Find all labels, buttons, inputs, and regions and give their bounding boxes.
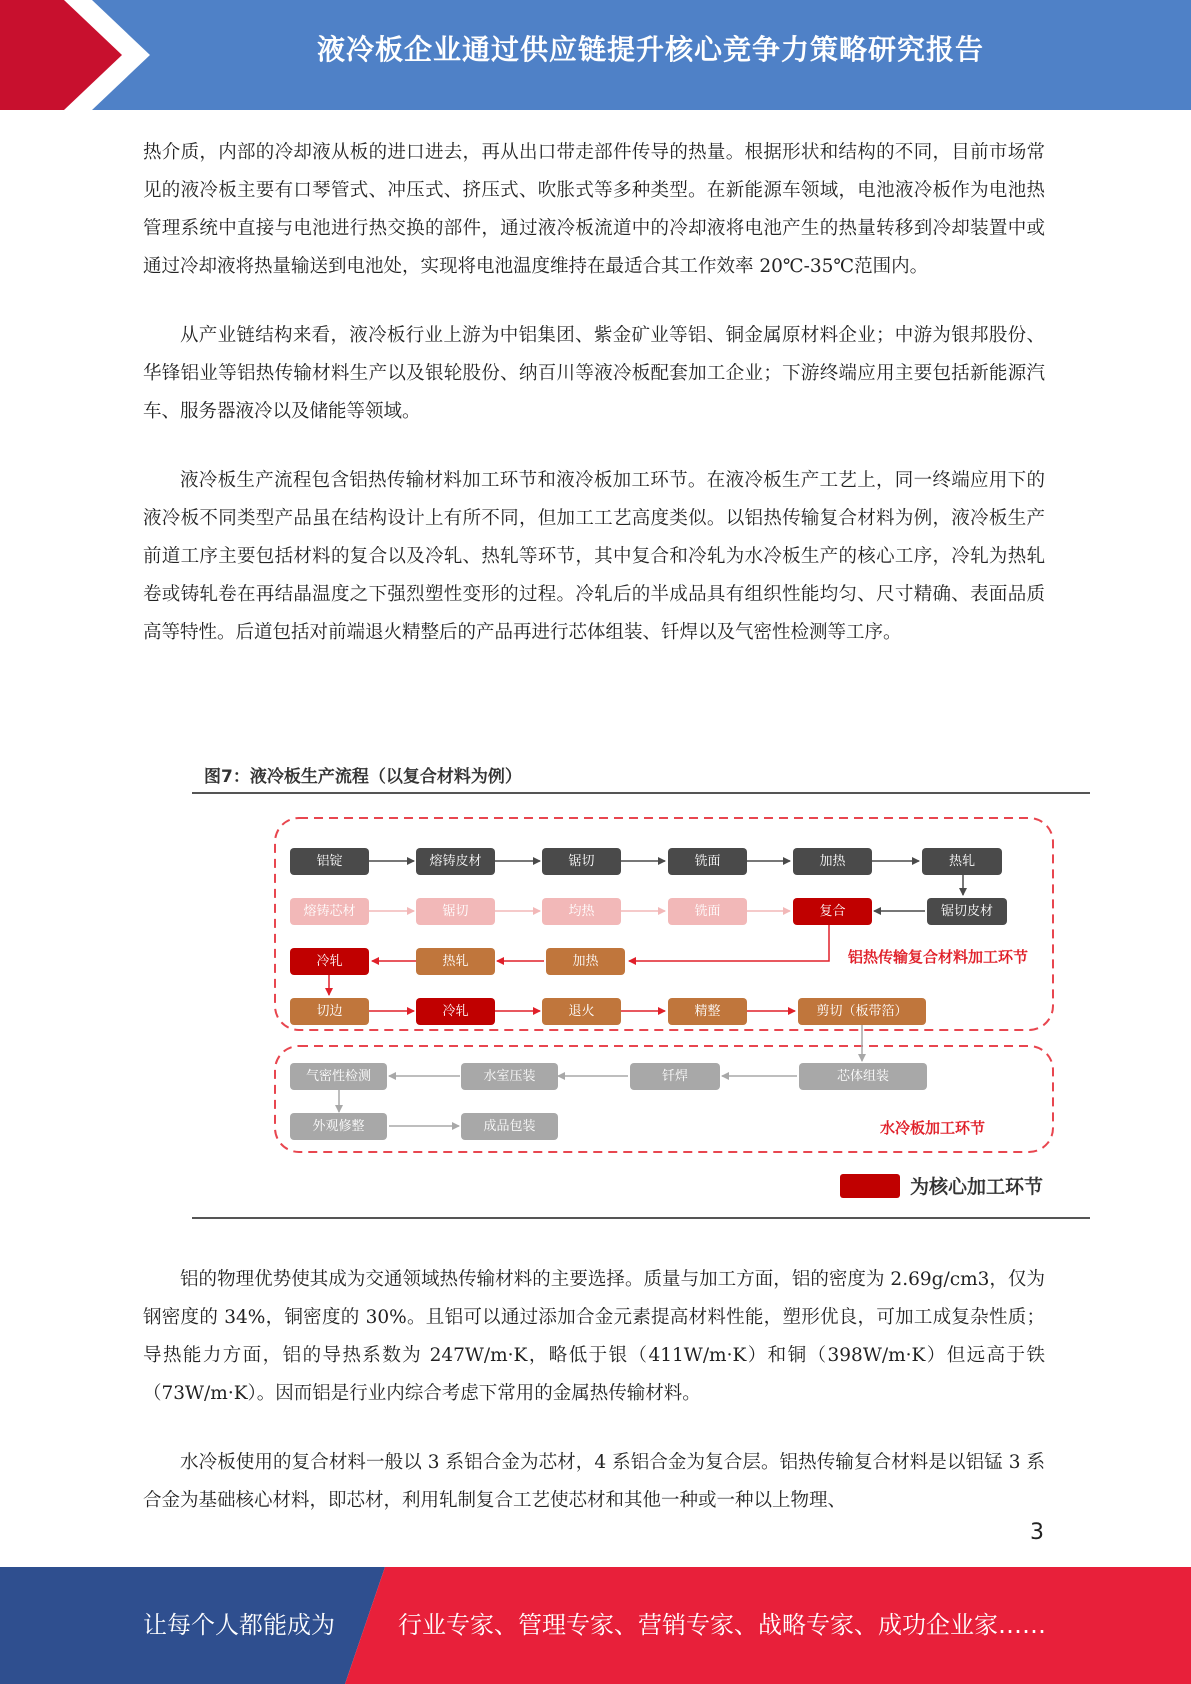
footer-slogan-left: 让每个人都能成为 (143, 1611, 335, 1639)
flow-node (416, 848, 495, 875)
flow-node (290, 998, 369, 1025)
svg-text:铝锭: 铝锭 (316, 854, 343, 869)
paragraph-liquid-plate-types: 热介质，内部的冷却液从板的进口进去，再从出口带走部件传导的热量。根据形状和结构的不同，目前市场常见的液冷板主要有口琴管式、冲压式、挤压式、吹胀式等多种类型。在新能源车领域，电池液冷板作为电池热管理系统中直接与电池进行热交换的部件，通过液冷板流道中的冷却液将电池产生的热量转移到冷却装置中或通过冷却液将热量输送到电池处，实现将电池温度维持在最适合其工作效率 20℃-35℃范围内。 (143, 142, 1045, 277)
svg-text:气密性检测: 气密性检测 (305, 1069, 372, 1084)
flow-node (798, 998, 926, 1025)
flow-node (416, 998, 495, 1025)
svg-text:锯切: 锯切 (568, 854, 595, 869)
flow-node (668, 998, 747, 1025)
page-number: 3 (1030, 1520, 1044, 1545)
svg-text:切边: 切边 (316, 1004, 343, 1019)
flow-node (461, 1063, 558, 1090)
svg-text:退火: 退火 (568, 1004, 595, 1019)
flow-node (290, 898, 369, 925)
svg-text:熔铸芯材: 熔铸芯材 (303, 904, 356, 919)
svg-text:精整: 精整 (694, 1004, 721, 1019)
svg-text:外观修整: 外观修整 (312, 1119, 365, 1134)
legend-label: 为核心加工环节 (910, 1176, 1044, 1198)
svg-text:锯切皮材: 锯切皮材 (940, 904, 994, 919)
svg-text:剪切（板带箔）: 剪切（板带箔） (816, 1004, 908, 1019)
svg-text:加热: 加热 (572, 954, 599, 969)
svg-text:成品包装: 成品包装 (483, 1119, 536, 1134)
region1-label: 铝热传输复合材料加工环节 (848, 948, 1029, 966)
svg-text:铣面: 铣面 (694, 904, 721, 919)
flow-node (461, 1113, 558, 1140)
flow-node (922, 848, 1002, 875)
main-content (143, 134, 1045, 683)
flow-node (290, 948, 369, 975)
process-flow-figure (192, 750, 1090, 1220)
svg-text:加热: 加热 (819, 854, 846, 869)
svg-text:热轧: 热轧 (948, 854, 976, 869)
svg-text:芯体组装: 芯体组装 (836, 1069, 890, 1084)
svg-text:锯切: 锯切 (442, 904, 469, 919)
flow-node (799, 1063, 927, 1090)
paragraph-industry-chain: 从产业链结构来看，液冷板行业上游为中铝集团、紫金矿业等铝、铜金属原材料企业；中游为银邦股份、华锋铝业等铝热传输材料生产以及银轮股份、纳百川等液冷板配套加工企业；下游终端应用主要包括新能源汽车、服务器液冷以及储能等领域。 (143, 325, 1045, 422)
svg-text:铣面: 铣面 (694, 854, 721, 869)
svg-text:均热: 均热 (568, 904, 595, 919)
region2-label: 水冷板加工环节 (880, 1119, 986, 1137)
figure-title: 图7：液冷板生产流程（以复合材料为例） (204, 767, 522, 787)
page-header (0, 0, 1191, 110)
paragraph-composite-materials: 水冷板使用的复合材料一般以 3 系铝合金为芯材，4 系铝合金为复合层。铝热传输复合材料是以铝锰 3 系合金为基础核心材料，即芯材，利用轧制复合工艺使芯材和其他一种或一种以上物理、 (143, 1452, 1045, 1511)
process-flow-diagram (192, 750, 1090, 1220)
flow-node (927, 898, 1007, 925)
flow-node (542, 898, 621, 925)
flow-node (668, 848, 747, 875)
flow-node (290, 848, 369, 875)
flow-node (668, 898, 747, 925)
footer-slogan-right: 行业专家、管理专家、营销专家、战略专家、成功企业家…… (398, 1611, 1046, 1639)
paragraph-aluminum-advantages: 铝的物理优势使其成为交通领域热传输材料的主要选择。质量与加工方面，铝的密度为 2.69g/cm3，仅为钢密度的 34%，铜密度的 30%。且铝可以通过添加合金元素提高材料性能，塑形优良，可加工成复杂性质；导热能力方面，铝的导热系数为 247W/m·K，略低于银（411W/m·K）和铜（398W/m·K）但远高于铁（73W/m·K）。因而铝是行业内综合考虑下常用的金属热传输材料。 (143, 1269, 1045, 1404)
flow-node (546, 948, 625, 975)
flow-node (630, 1063, 720, 1090)
svg-text:水室压装: 水室压装 (483, 1069, 536, 1084)
flow-node (793, 898, 872, 925)
legend-swatch (840, 1174, 900, 1198)
flow-node (290, 1113, 387, 1140)
page-footer (0, 1567, 1191, 1684)
svg-text:复合: 复合 (819, 904, 846, 919)
flow-node (793, 848, 872, 875)
figure-bottom-rule (192, 1217, 1090, 1219)
flow-node (542, 848, 621, 875)
svg-text:冷轧: 冷轧 (442, 1004, 469, 1019)
svg-text:冷轧: 冷轧 (316, 954, 343, 969)
flow-node (416, 948, 495, 975)
svg-text:熔铸皮材: 熔铸皮材 (429, 854, 482, 869)
flow-node (290, 1063, 387, 1090)
svg-text:钎焊: 钎焊 (661, 1069, 689, 1084)
report-title: 液冷板企业通过供应链提升核心竞争力策略研究报告 (316, 33, 984, 66)
svg-text:热轧: 热轧 (442, 954, 469, 969)
flow-node (542, 998, 621, 1025)
flow-node (416, 898, 495, 925)
main-content-lower (143, 1261, 1045, 1551)
paragraph-production-process: 液冷板生产流程包含铝热传输材料加工环节和液冷板加工环节。在液冷板生产工艺上，同一终端应用下的液冷板不同类型产品虽在结构设计上有所不同，但加工工艺高度类似。以铝热传输复合材料为例，液冷板生产前道工序主要包括材料的复合以及冷轧、热轧等环节，其中复合和冷轧为水冷板生产的核心工序，冷轧为热轧卷或铸轧卷在再结晶温度之下强烈塑性变形的过程。冷轧后的半成品具有组织性能均匀、尺寸精确、表面品质高等特性。后道包括对前端退火精整后的产品再进行芯体组装、钎焊以及气密性检测等工序。 (143, 470, 1045, 643)
